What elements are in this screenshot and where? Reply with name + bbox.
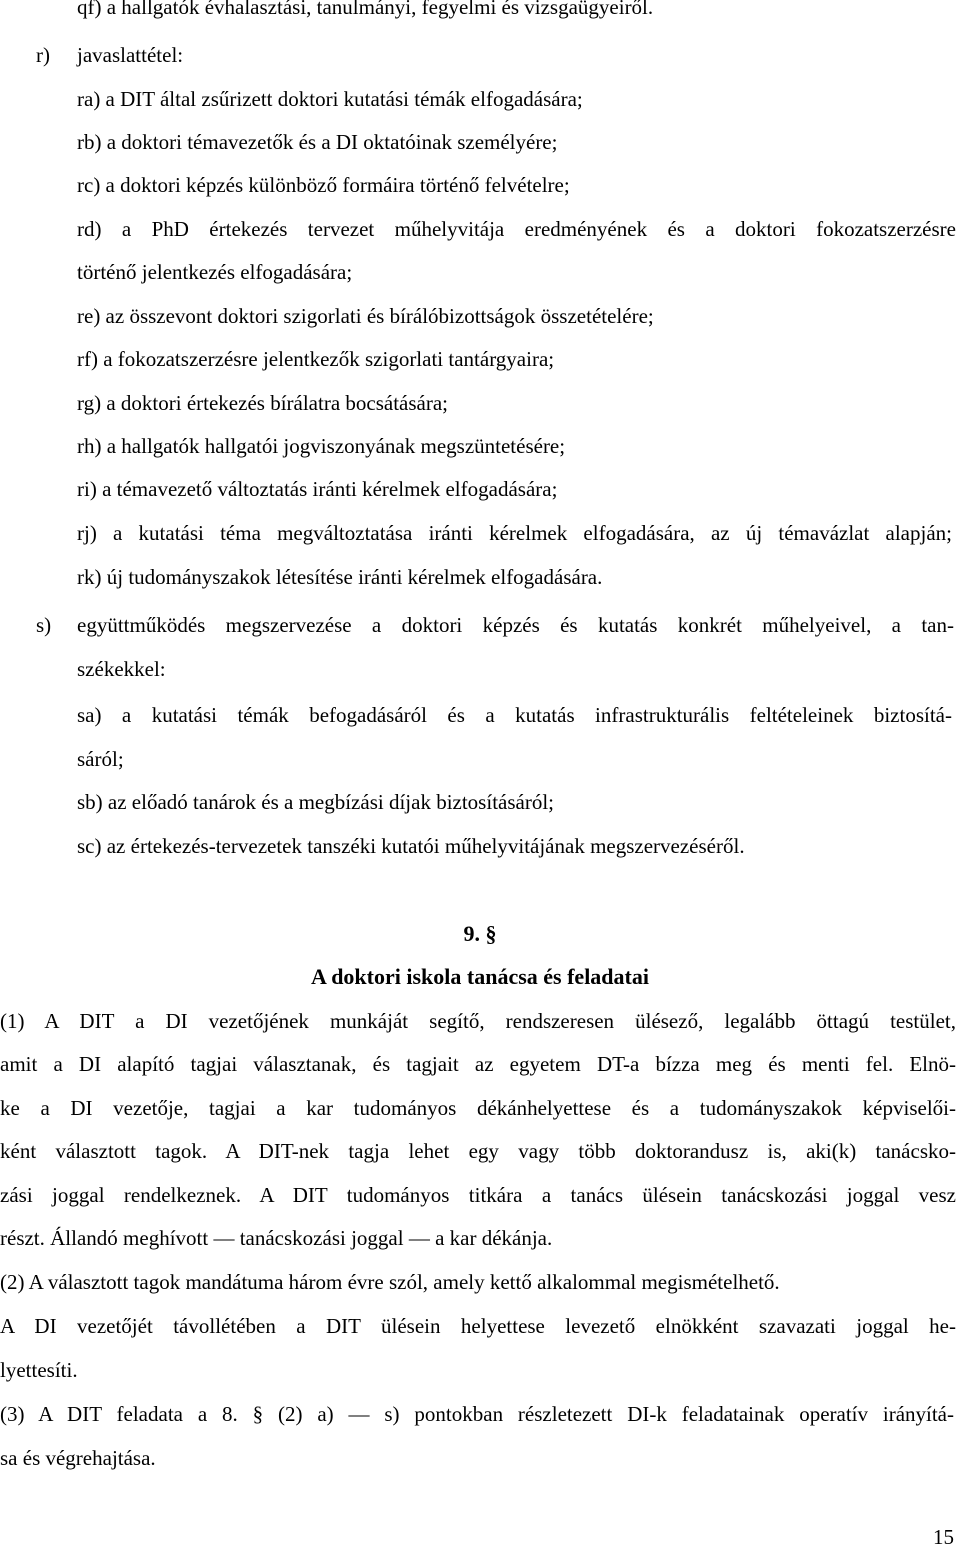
list-item-rb: rb) a doktori témavezetők és a DI oktatóinak személyére; (77, 130, 558, 154)
list-item-rd-line2: történő jelentkezés elfogadására; (77, 260, 353, 284)
list-marker-r: r) (36, 43, 50, 67)
list-item-rg: rg) a doktori értekezés bírálatra bocsátására; (77, 391, 449, 415)
list-item-rc: rc) a doktori képzés különböző formáira történő felvételre; (77, 173, 570, 197)
list-item-sa-line2: sáról; (77, 747, 124, 771)
paragraph-2-line2: A DI vezetőjét távollétében a DIT ülésein helyettese levezető elnökként szavazati joggal he- (0, 1314, 956, 1338)
paragraph-3-line2: sa és végrehajtása. (0, 1446, 156, 1470)
paragraph-1-line3: ke a DI vezetője, tagjai a kar tudományos dékánhelyettese és a tudományszakok képviselői- (0, 1096, 956, 1120)
list-item-ra: ra) a DIT által zsűrizett doktori kutatási témák elfogadására; (77, 87, 583, 111)
paragraph-2-line1: (2) A választott tagok mandátuma három évre szól, amely kettő alkalommal megismételhető. (0, 1270, 780, 1294)
paragraph-1-line4: ként választott tagok. A DIT-nek tagja lehet egy vagy több doktorandusz is, aki(k) tanácsko- (0, 1139, 956, 1163)
list-item-r: javaslattétel: (77, 43, 184, 67)
list-item-s-line2: székekkel: (77, 657, 166, 681)
paragraph-1-line2: amit a DI alapító tagjai választanak, és tagjait az egyetem DT-a bízza meg és menti fel. Elnö- (0, 1052, 956, 1076)
list-item-rk: rk) új tudományszakok létesítése iránti kérelmek elfogadására. (77, 565, 603, 589)
list-item-s-line1: együttműködés megszervezése a doktori képzés és kutatás konkrét műhelyeivel, a tan- (77, 613, 954, 637)
list-item-ri: ri) a témavezető változtatás iránti kérelmek elfogadására; (77, 477, 558, 501)
section-number: 9. § (463, 921, 497, 946)
list-marker-s: s) (36, 613, 52, 637)
list-item-sa-line1: sa) a kutatási témák befogadásáról és a kutatás infrastrukturális feltételeinek biztosítá- (77, 703, 952, 727)
list-item-rd-line1: rd) a PhD értekezés tervezet műhelyvitája eredményének és a doktori fokozatszerzésre (77, 217, 956, 241)
list-item-re: re) az összevont doktori szigorlati és bírálóbizottságok összetételére; (77, 304, 654, 328)
section-title: A doktori iskola tanácsa és feladatai (311, 964, 649, 989)
list-item-sb: sb) az előadó tanárok és a megbízási díjak biztosításáról; (77, 790, 555, 814)
list-item-rh: rh) a hallgatók hallgatói jogviszonyának megszüntetésére; (77, 434, 566, 458)
paragraph-3-line1: (3) A DIT feladata a 8. § (2) a) — s) pontokban részletezett DI-k feladatainak operatív irányítá- (0, 1402, 954, 1426)
page-number: 15 (933, 1525, 954, 1549)
list-item-rf: rf) a fokozatszerzésre jelentkezők szigorlati tantárgyaira; (77, 347, 555, 371)
list-item-sc: sc) az értekezés-tervezetek tanszéki kutatói műhelyvitájának megszervezéséről. (77, 834, 745, 858)
paragraph-1-line5: zási joggal rendelkeznek. A DIT tudományos titkára a tanács ülésein tanácskozási joggal vesz (0, 1183, 956, 1207)
paragraph-2-line3: lyettesíti. (0, 1358, 78, 1382)
paragraph-1-line1: (1) A DIT a DI vezetőjének munkáját segítő, rendszeresen ülésező, legalább öttagú testület, (0, 1009, 956, 1033)
list-item-qf: qf) a hallgatók évhalasztási, tanulmányi, fegyelmi és vizsgaügyeiről. (77, 0, 654, 19)
list-item-rj: rj) a kutatási téma megváltoztatása iránti kérelmek elfogadására, az új témavázlat alapján; (77, 521, 952, 545)
paragraph-1-line6: részt. Állandó meghívott — tanácskozási joggal — a kar dékánja. (0, 1226, 553, 1250)
